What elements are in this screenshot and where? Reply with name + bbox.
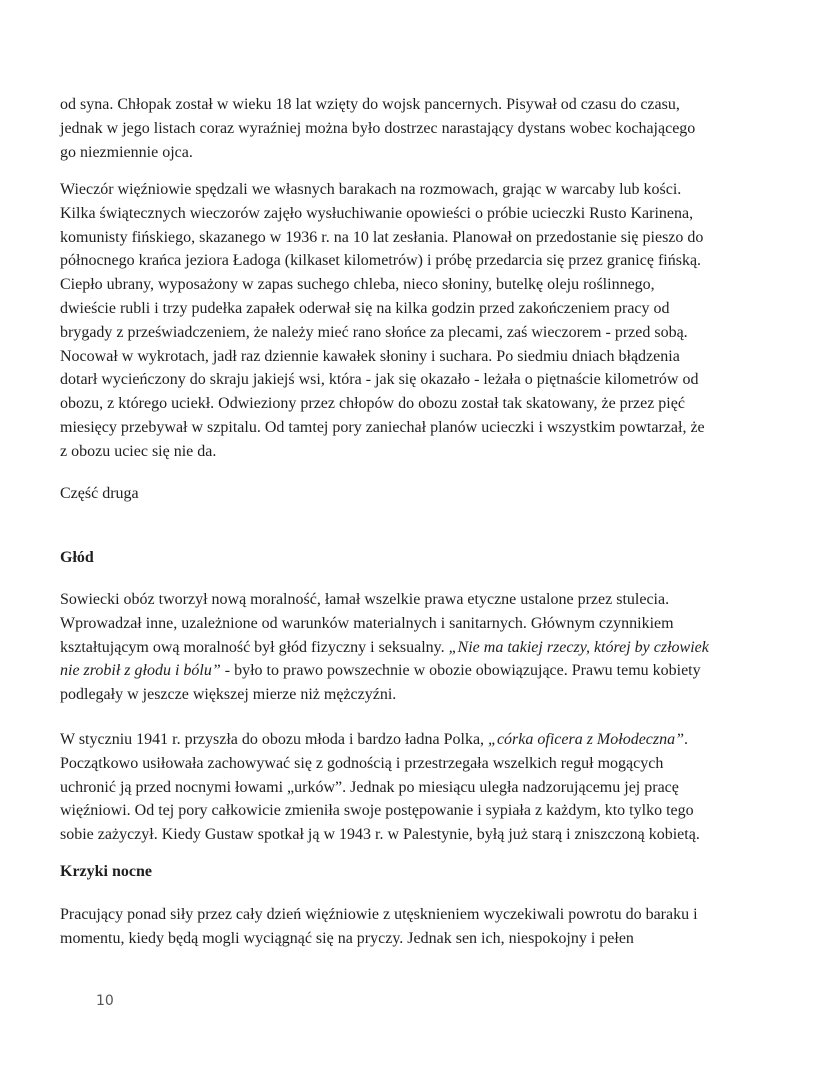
text-segment: Pracujący ponad siły przez cały dzień więźniowie z utęsknieniem wyczekiwali powrotu do baraku i bbox=[60, 906, 698, 923]
text-line bbox=[60, 345, 760, 369]
text-line bbox=[60, 728, 760, 752]
text-segment: Głód bbox=[60, 549, 94, 566]
text-line bbox=[60, 823, 760, 847]
text-segment: uchronić ją przed nocnymi łowami „urków”. Jednak po miesiącu uległa nadzorującemu jej pracę bbox=[60, 778, 679, 796]
text-line bbox=[60, 546, 760, 570]
paragraph bbox=[60, 588, 760, 707]
section-heading bbox=[60, 860, 760, 884]
text-segment: momentu, kiedy będą mogli wyciągnąć się na pryczy. Jednak sen ich, niespokojny i pełen bbox=[60, 929, 634, 947]
text-line bbox=[60, 752, 760, 776]
text-line bbox=[60, 482, 760, 506]
text-segment: W styczniu 1941 r. przyszła do obozu młoda i bardzo ładna Polka, bbox=[60, 731, 489, 748]
text-segment: Kilka świątecznych wieczorów zajęło wysłuchiwanie opowieści o próbie ucieczki Rusto Karinena, bbox=[60, 204, 694, 222]
text-line bbox=[60, 178, 760, 202]
text-line bbox=[60, 776, 760, 800]
text-line bbox=[60, 440, 760, 464]
text-line bbox=[60, 249, 760, 273]
paragraph bbox=[60, 178, 760, 464]
text-segment: od syna. Chłopak został w wieku 18 lat wzięty do wojsk pancernych. Pisywał od czasu do czasu, bbox=[60, 96, 680, 113]
text-line bbox=[60, 297, 760, 321]
text-line bbox=[60, 321, 760, 345]
italic-quote: nie zrobił z głodu i bólu” bbox=[60, 662, 221, 680]
text-line bbox=[60, 636, 760, 660]
text-line bbox=[60, 273, 760, 297]
text-segment: Nocował w wykrotach, jadł raz dziennie kawałek słoniny i suchara. Po siedmiu dniach błądzenia bbox=[60, 347, 680, 365]
text-line bbox=[60, 93, 760, 117]
text-segment: Ciepło ubrany, wyposażony w zapas suchego chleba, nieco słoniny, butelkę oleju roślinnego, bbox=[60, 276, 655, 294]
section-heading bbox=[60, 546, 760, 570]
text-segment: dotarł wycieńczony do skraju jakiejś wsi, która - jak się okazało - leżała o piętnaście kilometrów od bbox=[60, 371, 699, 389]
text-line bbox=[60, 117, 760, 141]
text-segment: obozu, z którego uciekł. Odwieziony przez chłopów do obozu został tak skatowany, że przez pięć bbox=[60, 395, 685, 413]
text-segment: jednak w jego listach coraz wyraźniej można było dostrzec narastający dystans wobec kochającego bbox=[60, 119, 696, 137]
text-line bbox=[60, 927, 760, 951]
text-segment: kształtującym ową moralność był głód fizyczny i seksualny. bbox=[60, 638, 449, 656]
text-line bbox=[60, 416, 760, 440]
paragraph bbox=[60, 728, 760, 847]
text-line bbox=[60, 141, 760, 165]
text-segment: więźniowi. Od tej pory całkowicie zmieniła swoje postępowanie i sypiała z każdym, kto tylko tego bbox=[60, 802, 694, 820]
paragraph bbox=[60, 93, 760, 164]
text-segment: miesięcy przebywał w szpitalu. Od tamtej pory zaniechał planów ucieczki i wszystkim powtarzał, że bbox=[60, 418, 705, 436]
text-line bbox=[60, 659, 760, 683]
italic-quote: „córka oficera z Mołodeczna” bbox=[488, 731, 685, 748]
text-segment: Początkowo usiłowała zachowywać się z godnością i przestrzegała wszelkich reguł mogących bbox=[60, 754, 664, 772]
text-segment: . bbox=[684, 731, 689, 748]
page-number: 10 bbox=[96, 993, 114, 1009]
text-segment: brygady z przeświadczeniem, że należy mieć rano słońce za plecami, zaś wieczorem - przed sobą. bbox=[60, 323, 688, 341]
text-segment: Krzyki nocne bbox=[60, 863, 152, 880]
text-line bbox=[60, 368, 760, 392]
text-line bbox=[60, 202, 760, 226]
text-segment: - było to prawo powszechnie w obozie obowiązujące. Prawu temu kobiety bbox=[220, 662, 701, 680]
text-segment: Sowiecki obóz tworzył nową moralność, łamał wszelkie prawa etyczne ustalone przez stulecia. bbox=[60, 591, 670, 608]
text-line bbox=[60, 903, 760, 927]
text-segment: z obozu uciec się nie da. bbox=[60, 442, 217, 460]
text-segment: komunisty fińskiego, skazanego w 1936 r. na 10 lat zesłania. Planował on przedostanie się pieszo do bbox=[60, 228, 704, 246]
text-line bbox=[60, 226, 760, 250]
text-line bbox=[60, 612, 760, 636]
text-segment: Wieczór więźniowie spędzali we własnych barakach na rozmowach, grając w warcaby lub kości. bbox=[60, 181, 682, 198]
text-line bbox=[60, 392, 760, 416]
text-segment: północnego krańca jeziora Ładoga (kilkaset kilometrów) i próbę przedarcia się przez granicę fińską. bbox=[60, 252, 702, 270]
text-segment: Część druga bbox=[60, 485, 139, 502]
italic-quote: „Nie ma takiej rzeczy, której by człowiek bbox=[448, 638, 709, 656]
text-segment: sobie zażyczył. Kiedy Gustaw spotkał ją w 1943 r. w Palestynie, byłą już starą i zniszczoną kobietą. bbox=[60, 826, 700, 844]
text-line bbox=[60, 683, 760, 707]
paragraph bbox=[60, 482, 760, 506]
text-line bbox=[60, 860, 760, 884]
text-segment: podlegały w jeszcze większej mierze niż mężczyźni. bbox=[60, 686, 397, 704]
text-segment: go niezmiennie ojca. bbox=[60, 143, 193, 161]
text-segment: dwieście rubli i trzy pudełka zapałek oderwał się na kilka godzin przed zakończeniem pracy od bbox=[60, 299, 670, 317]
text-line bbox=[60, 588, 760, 612]
paragraph bbox=[60, 903, 760, 951]
text-line bbox=[60, 799, 760, 823]
text-segment: Wprowadzał inne, uzależnione od warunków materialnych i sanitarnych. Głównym czynnikiem bbox=[60, 614, 674, 632]
